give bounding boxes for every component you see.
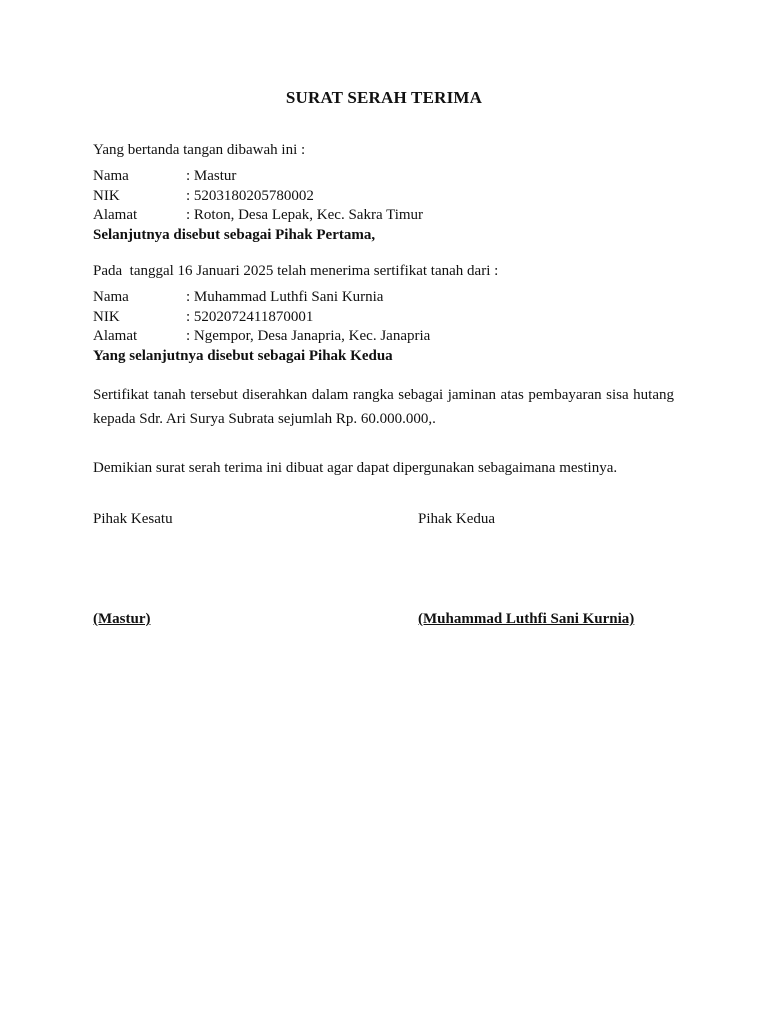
statement-paragraph: Sertifikat tanah tersebut diserahkan dalam rangka sebagai jaminan atas pembayaran sisa hutang kepada Sdr. Ari Surya Subrata sejumlah Rp. 60.000.000,. — [93, 387, 674, 427]
document-title: SURAT SERAH TERIMA — [285, 88, 483, 107]
signature-label-right: Pihak Kedua — [418, 511, 496, 527]
party-one-nik: : 5203180205780002 — [186, 187, 314, 204]
signature-name-left: (Mastur) — [93, 611, 151, 627]
party-two-address-row — [93, 327, 430, 347]
name-label: Nama — [93, 289, 129, 305]
party-one-name: : Mastur — [186, 168, 237, 184]
nik-label: NIK — [93, 308, 120, 325]
party-two-designation: Yang selanjutnya disebut sebagai Pihak Kedua — [93, 347, 393, 364]
party-two-block — [93, 288, 430, 366]
name-label: Nama — [93, 168, 129, 184]
party-two-nik-row — [93, 308, 430, 328]
intro-first: Yang bertanda tangan dibawah ini : — [93, 142, 306, 158]
signature-name-right: (Muhammad Luthfi Sani Kurnia) — [418, 611, 635, 627]
party-two-name-row — [93, 288, 430, 308]
nik-label: NIK — [93, 187, 120, 204]
party-one-name-row — [93, 167, 423, 187]
party-two-name: : Muhammad Luthfi Sani Kurnia — [186, 289, 384, 305]
signature-label-left: Pihak Kesatu — [93, 511, 173, 527]
party-two-nik: : 5202072411870001 — [186, 308, 314, 325]
party-two-address: : Ngempor, Desa Janapria, Kec. Janapria — [186, 328, 431, 344]
intro-second: Pada tanggal 16 Januari 2025 telah menerima sertifikat tanah dari : — [93, 263, 499, 279]
party-one-address: : Roton, Desa Lepak, Kec. Sakra Timur — [186, 207, 424, 223]
party-one-block — [93, 167, 423, 245]
closing-paragraph: Demikian surat serah terima ini dibuat agar dapat dipergunakan sebagaimana mestinya. — [93, 460, 618, 476]
address-label: Alamat — [93, 207, 138, 223]
party-one-address-row — [93, 206, 423, 226]
address-label: Alamat — [93, 328, 138, 344]
party-one-nik-row — [93, 187, 423, 207]
party-one-designation: Selanjutnya disebut sebagai Pihak Pertama, — [93, 226, 376, 243]
